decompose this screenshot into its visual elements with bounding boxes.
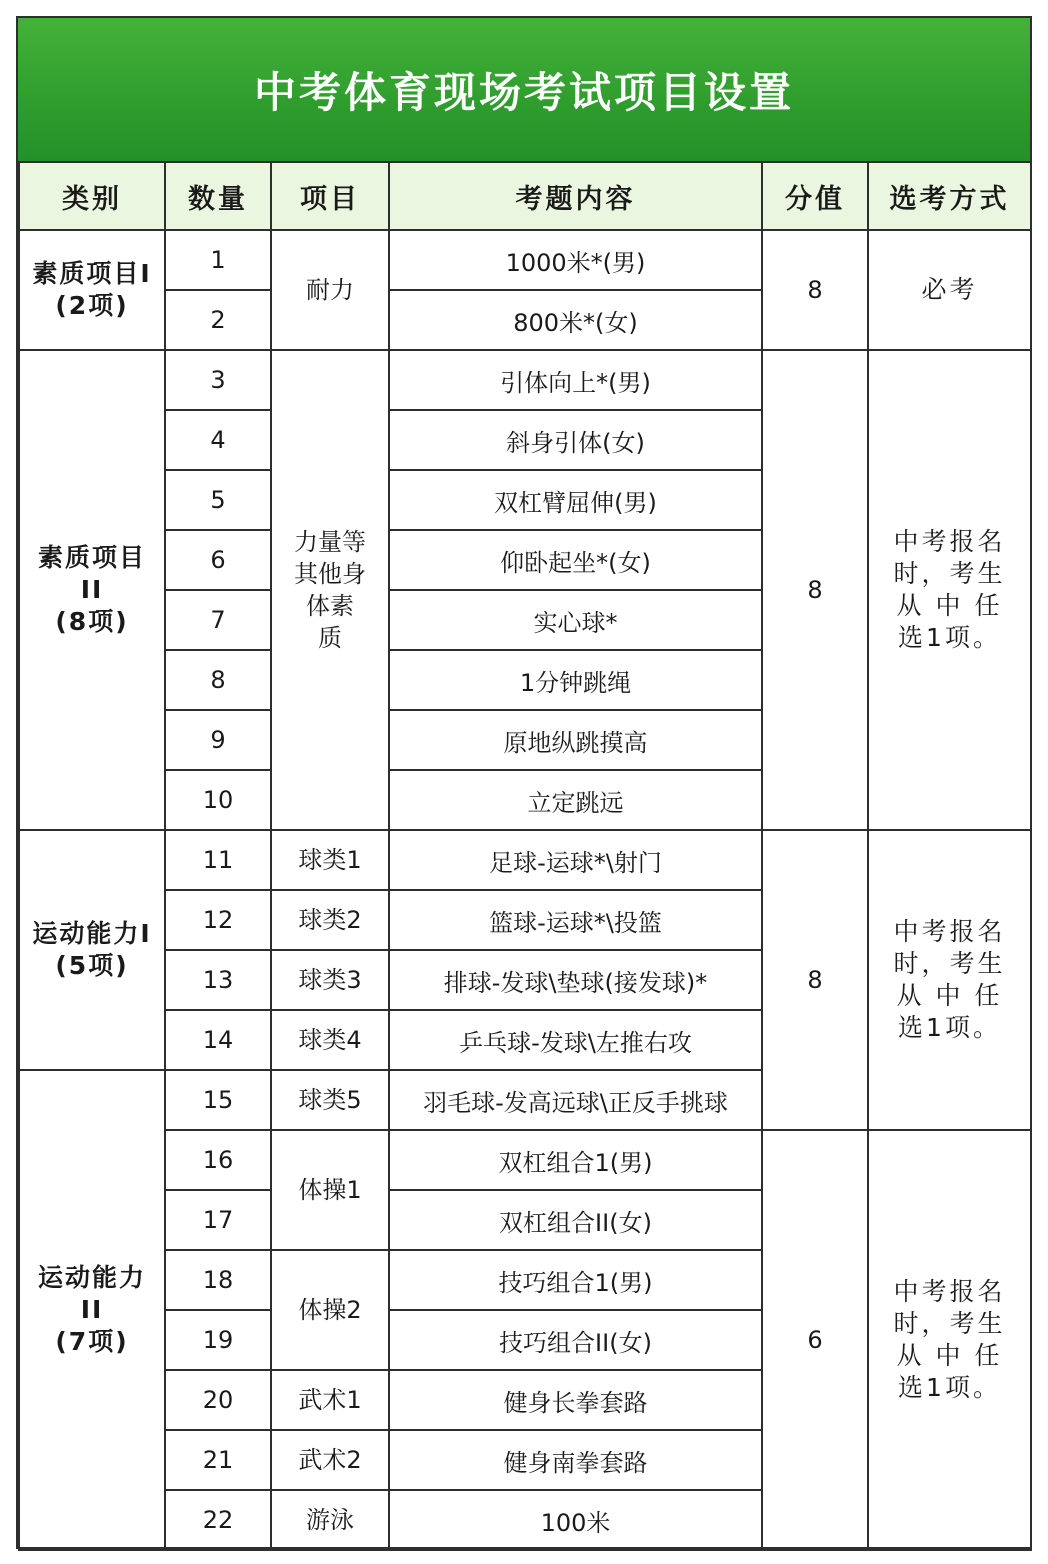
- row-number: 11: [165, 830, 271, 890]
- method-line: 从 中 任: [896, 591, 1003, 620]
- item-endurance: 耐力: [271, 230, 389, 350]
- item-ball-3: 球类3: [271, 950, 389, 1010]
- method-line: 选1项。: [898, 1373, 1001, 1402]
- item-line: 体素: [306, 592, 354, 620]
- method-line: 中考报名: [893, 527, 1006, 556]
- table-row: [19, 830, 1031, 890]
- exam-content: 800米*(女): [389, 290, 762, 350]
- exam-content: 技巧组合1(男): [389, 1250, 762, 1310]
- method-line: 中考报名: [893, 1277, 1006, 1306]
- item-gymnastics-2: 体操2: [271, 1250, 389, 1370]
- item-line: 力量等: [294, 528, 366, 556]
- item-ball-5: 球类5: [271, 1070, 389, 1130]
- item-ball-4: 球类4: [271, 1010, 389, 1070]
- exam-content: 1000米*(男): [389, 230, 762, 290]
- exam-content: 仰卧起坐*(女): [389, 530, 762, 590]
- category-ability-1: [19, 830, 165, 1070]
- method-choose-one: [868, 350, 1031, 830]
- row-number: 5: [165, 470, 271, 530]
- row-number: 6: [165, 530, 271, 590]
- row-number: 7: [165, 590, 271, 650]
- row-number: 19: [165, 1310, 271, 1370]
- category-quality-2: [19, 350, 165, 830]
- method-choose-one: [868, 830, 1031, 1130]
- category-label: 素质项目: [37, 543, 146, 572]
- row-number: 8: [165, 650, 271, 710]
- header-category: 类别: [19, 162, 165, 230]
- category-count: (2项): [55, 291, 129, 320]
- row-number: 3: [165, 350, 271, 410]
- table-row: [19, 230, 1031, 290]
- method-line: 中考报名: [893, 917, 1006, 946]
- method-line: 选1项。: [898, 1013, 1001, 1042]
- header-row: [19, 162, 1031, 230]
- header-item: 项目: [271, 162, 389, 230]
- exam-content: 双杠组合1(男): [389, 1130, 762, 1190]
- exam-content: 乒乓球-发球\左推右攻: [389, 1010, 762, 1070]
- row-number: 14: [165, 1010, 271, 1070]
- category-count: (5项): [55, 951, 129, 980]
- method-line: 时，考生: [893, 1309, 1006, 1338]
- title-banner: [18, 18, 1030, 161]
- category-ability-2: [19, 1070, 165, 1550]
- exam-content: 实心球*: [389, 590, 762, 650]
- item-strength: [271, 350, 389, 830]
- page-title: 中考体育现场考试项目设置: [253, 67, 794, 117]
- exam-content: 技巧组合II(女): [389, 1310, 762, 1370]
- method-line: 时，考生: [893, 949, 1006, 978]
- exam-content: 篮球-运球*\投篮: [389, 890, 762, 950]
- table-row: [19, 350, 1031, 410]
- exam-content: 原地纵跳摸高: [389, 710, 762, 770]
- exam-content: 足球-运球*\射门: [389, 830, 762, 890]
- category-label: 运动能力I: [32, 919, 152, 948]
- category-count: (8项): [55, 607, 129, 636]
- method-line: 选1项。: [898, 623, 1001, 652]
- row-number: 1: [165, 230, 271, 290]
- exam-content: 斜身引体(女): [389, 410, 762, 470]
- exam-content: 双杠组合II(女): [389, 1190, 762, 1250]
- row-number: 20: [165, 1370, 271, 1430]
- row-number: 13: [165, 950, 271, 1010]
- table-row: [19, 1130, 1031, 1190]
- row-number: 9: [165, 710, 271, 770]
- exam-content: 立定跳远: [389, 770, 762, 830]
- item-line: 质: [318, 624, 342, 652]
- row-number: 22: [165, 1490, 271, 1550]
- method-line: 时，考生: [893, 559, 1006, 588]
- table-frame: [16, 16, 1032, 1549]
- header-content: 考题内容: [389, 162, 762, 230]
- row-number: 4: [165, 410, 271, 470]
- header-method: 选考方式: [868, 162, 1031, 230]
- item-swimming: 游泳: [271, 1490, 389, 1550]
- item-ball-2: 球类2: [271, 890, 389, 950]
- score-value: 8: [762, 230, 868, 350]
- item-line: 其他身: [294, 560, 366, 588]
- exam-content: 双杠臂屈伸(男): [389, 470, 762, 530]
- header-score: 分值: [762, 162, 868, 230]
- item-ball-1: 球类1: [271, 830, 389, 890]
- category-label-suffix: II: [80, 575, 104, 604]
- exam-content: 排球-发球\垫球(接发球)*: [389, 950, 762, 1010]
- row-number: 21: [165, 1430, 271, 1490]
- score-value: 8: [762, 350, 868, 830]
- exam-content: 健身长拳套路: [389, 1370, 762, 1430]
- row-number: 15: [165, 1070, 271, 1130]
- category-count: (7项): [55, 1327, 129, 1356]
- row-number: 12: [165, 890, 271, 950]
- score-value: 8: [762, 830, 868, 1130]
- method-choose-one: [868, 1130, 1031, 1550]
- item-gymnastics-1: 体操1: [271, 1130, 389, 1250]
- category-label: 素质项目I: [32, 259, 152, 288]
- category-label-suffix: II: [80, 1295, 104, 1324]
- item-wushu-1: 武术1: [271, 1370, 389, 1430]
- exam-content: 羽毛球-发高远球\正反手挑球: [389, 1070, 762, 1130]
- row-number: 17: [165, 1190, 271, 1250]
- exam-content: 100米: [389, 1490, 762, 1550]
- row-number: 2: [165, 290, 271, 350]
- method-line: 从 中 任: [896, 1341, 1003, 1370]
- exam-content: 1分钟跳绳: [389, 650, 762, 710]
- exam-items-table: [18, 161, 1032, 1551]
- row-number: 18: [165, 1250, 271, 1310]
- row-number: 16: [165, 1130, 271, 1190]
- row-number: 10: [165, 770, 271, 830]
- header-count: 数量: [165, 162, 271, 230]
- item-wushu-2: 武术2: [271, 1430, 389, 1490]
- category-label: 运动能力: [37, 1263, 146, 1292]
- method-required: 必考: [868, 230, 1031, 350]
- category-quality-1: [19, 230, 165, 350]
- score-value: 6: [762, 1130, 868, 1550]
- exam-content: 健身南拳套路: [389, 1430, 762, 1490]
- method-line: 从 中 任: [896, 981, 1003, 1010]
- exam-content: 引体向上*(男): [389, 350, 762, 410]
